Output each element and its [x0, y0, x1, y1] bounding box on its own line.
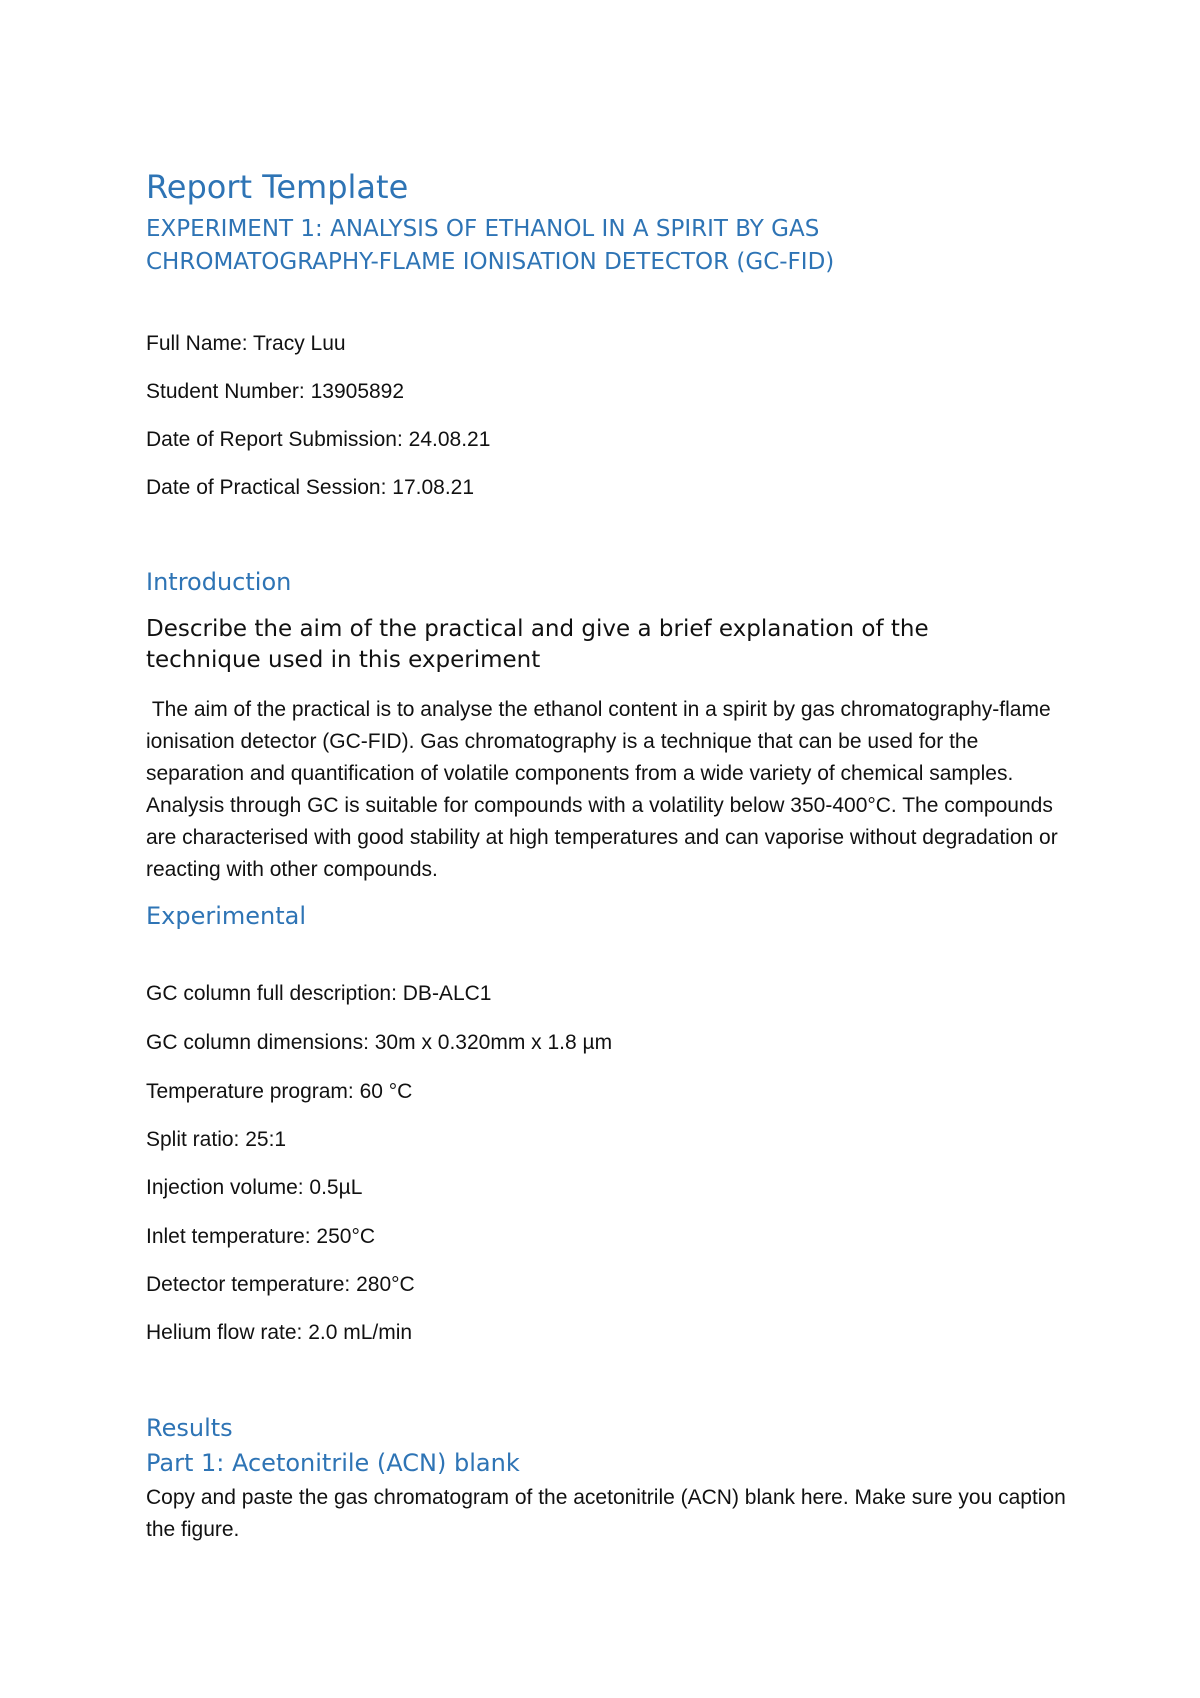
- detail-label: Full Name:: [146, 332, 248, 355]
- experiment-title-line-1: EXPERIMENT 1: ANALYSIS OF ETHANOL IN A SPIRIT BY GAS: [146, 216, 820, 242]
- detail-value: 17.08.21: [392, 476, 475, 499]
- detail-practical-session-date: [146, 476, 474, 500]
- detail-label: Date of Practical Session:: [146, 476, 387, 499]
- experimental-item: Temperature program: 60 °C: [146, 1080, 413, 1103]
- detail-value: 24.08.21: [408, 428, 491, 451]
- introduction-prompt: [146, 614, 1046, 676]
- detail-report-submission-date: [146, 428, 490, 452]
- introduction-body: The aim of the practical is to analyse the ethanol content in a spirit by gas chromatography-flame ionisation detector (GC-FID). Gas chromatography is a technique that can be used for the separation and quantification of volatile components from a wide variety of chemical samples. Analysis through GC is suitable for compounds with a volatility below 350-400°C. The compounds are characterised with good stability at high temperatures and can vaporise without degradation or reacting with other compounds.: [146, 698, 1064, 881]
- page-title: Report Template: [146, 168, 409, 206]
- experimental-item: Detector temperature: 280°C: [146, 1273, 415, 1296]
- experimental-item: Helium flow rate: 2.0 mL/min: [146, 1321, 413, 1344]
- experimental-item: Injection volume: 0.5µL: [146, 1176, 363, 1199]
- experimental-item: GC column dimensions: 30m x 0.320mm x 1.8 µm: [146, 1031, 613, 1054]
- experimental-item: Inlet temperature: 250°C: [146, 1225, 376, 1248]
- introduction-heading: Introduction: [146, 568, 292, 596]
- experimental-item: Split ratio: 25:1: [146, 1128, 287, 1151]
- experimental-heading: Experimental: [146, 902, 307, 930]
- results-heading: Results: [146, 1414, 233, 1442]
- experiment-title-line-2: CHROMATOGRAPHY-FLAME IONISATION DETECTOR (GC-FID): [146, 249, 835, 275]
- introduction-prompt-line-1: Describe the aim of the practical and give a brief explanation of the: [146, 616, 929, 642]
- detail-student-number: [146, 380, 404, 404]
- results-part1-instructions: Copy and paste the gas chromatogram of the acetonitrile (ACN) blank here. Make sure you caption the figure.: [146, 1486, 1066, 1541]
- results-part1-heading: Part 1: Acetonitrile (ACN) blank: [146, 1449, 520, 1477]
- detail-value: Tracy Luu: [253, 332, 346, 355]
- experimental-item: GC column full description: DB-ALC1: [146, 982, 492, 1005]
- detail-value: 13905892: [310, 380, 405, 403]
- experiment-title: [146, 213, 1046, 279]
- detail-label: Date of Report Submission:: [146, 428, 403, 451]
- detail-full-name: [146, 332, 346, 356]
- introduction-prompt-line-2: technique used in this experiment: [146, 647, 541, 673]
- detail-label: Student Number:: [146, 380, 305, 403]
